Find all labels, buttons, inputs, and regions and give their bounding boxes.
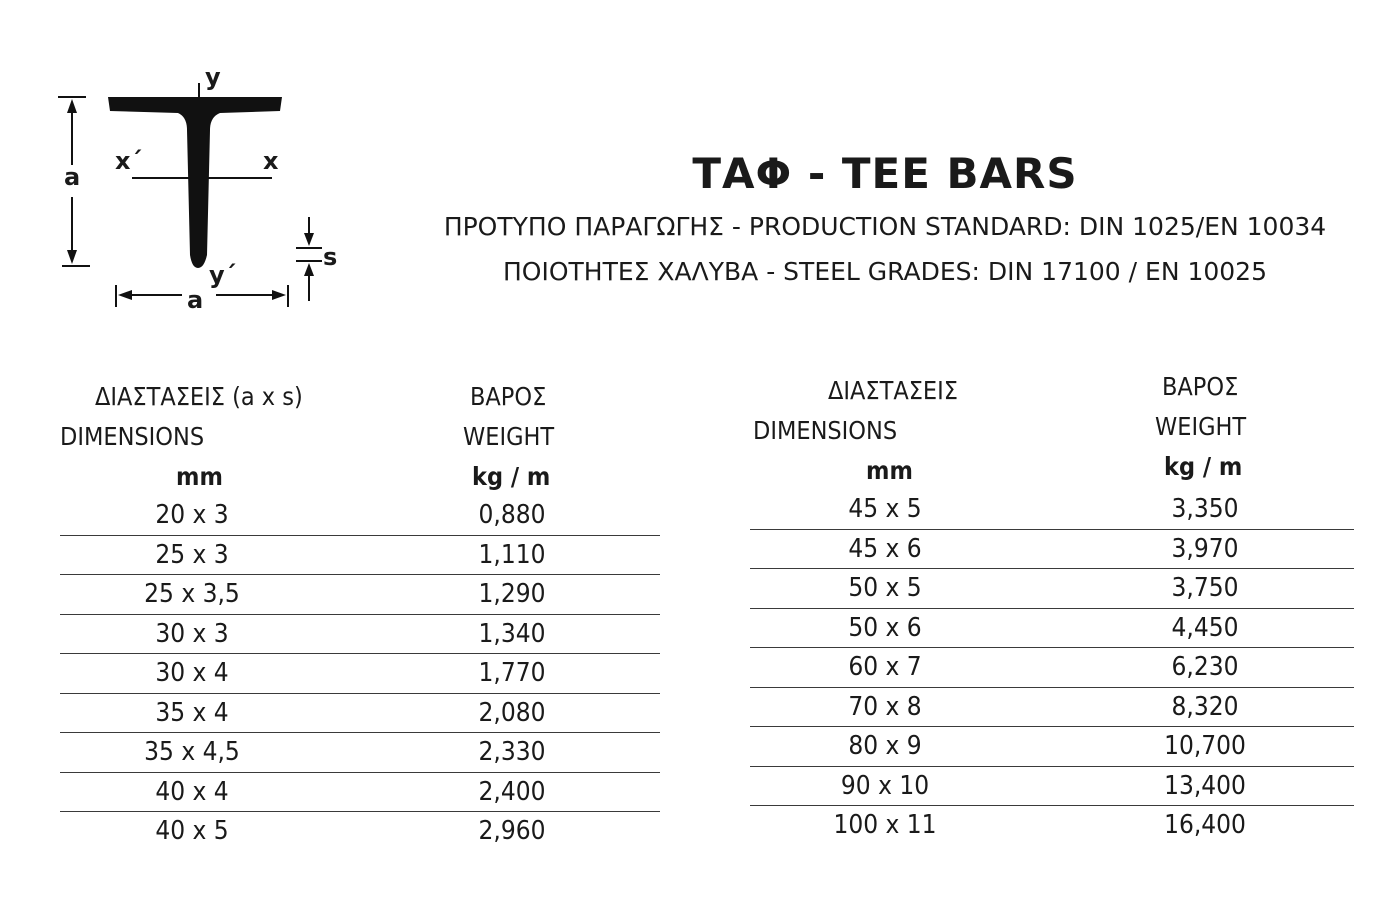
- table-header: [60, 378, 660, 496]
- width-arrow-left: [118, 290, 132, 300]
- header-weight-unit: kg / m: [472, 462, 551, 491]
- table-row: [750, 806, 1354, 846]
- table-row: [750, 727, 1354, 767]
- width-arrow-right: [272, 290, 286, 300]
- table-row: [60, 654, 660, 694]
- table-row: [60, 496, 660, 536]
- table-header: [750, 372, 1354, 490]
- weight-cell: 3,350: [1171, 494, 1239, 524]
- x-prime-axis-label: x´: [115, 147, 143, 175]
- x-axis-label: x: [263, 147, 279, 175]
- dimension-cell: 35 x 4,5: [144, 737, 240, 767]
- weight-cell: 1,110: [478, 539, 546, 570]
- dimension-cell: 35 x 4: [155, 697, 229, 728]
- dimension-cell: 50 x 5: [848, 573, 922, 603]
- dimension-cell: 30 x 4: [155, 658, 229, 688]
- dimension-cell: 100 x 11: [833, 810, 937, 840]
- tee-profile-shape: [108, 97, 282, 268]
- weight-cell: 1,770: [478, 658, 546, 688]
- dimension-cell: 50 x 6: [848, 612, 922, 643]
- table-row: [60, 812, 660, 852]
- table-row: [750, 648, 1354, 688]
- header-weight-unit: kg / m: [1164, 452, 1243, 481]
- weight-cell: 2,960: [478, 816, 546, 846]
- height-arrow-down: [67, 250, 77, 264]
- height-dimension-label: a: [64, 163, 81, 191]
- dimension-cell: 45 x 6: [848, 533, 922, 564]
- header-dimensions-english: DIMENSIONS: [753, 416, 898, 445]
- table-row: [750, 490, 1354, 530]
- tee-bar-diagram: [50, 55, 370, 325]
- weight-cell: 1,290: [478, 579, 546, 609]
- weight-cell: 1,340: [478, 618, 546, 649]
- weight-cell: 2,080: [478, 697, 546, 728]
- height-arrow-up: [67, 99, 77, 113]
- y-prime-axis-label: y´: [209, 261, 237, 289]
- header-weight-greek: ΒΑΡΟΣ: [470, 382, 547, 411]
- weight-cell: 13,400: [1164, 770, 1246, 801]
- y-axis-label: y: [205, 63, 221, 91]
- table-row: [60, 733, 660, 773]
- table-row: [60, 694, 660, 734]
- header-dimensions-english: DIMENSIONS: [60, 422, 205, 451]
- table-row: [750, 767, 1354, 807]
- table-row: [750, 569, 1354, 609]
- header-weight-greek: ΒΑΡΟΣ: [1162, 372, 1239, 401]
- header-weight-english: WEIGHT: [1155, 412, 1247, 441]
- table-row: [60, 536, 660, 576]
- table-row: [60, 615, 660, 655]
- dimension-cell: 20 x 3: [155, 500, 229, 530]
- dimension-cell: 60 x 7: [848, 652, 922, 682]
- table-body: [60, 496, 660, 852]
- dimension-cell: 90 x 10: [840, 770, 930, 801]
- document-title: ΤΑΦ - TEE BARS: [692, 149, 1078, 198]
- dimension-cell: 40 x 5: [155, 816, 229, 846]
- weight-cell: 10,700: [1164, 731, 1246, 761]
- weight-cell: 6,230: [1171, 652, 1239, 682]
- table-row: [60, 773, 660, 813]
- document-header: [380, 150, 1390, 286]
- dimension-cell: 45 x 5: [848, 494, 922, 524]
- weight-cell: 2,400: [478, 776, 546, 807]
- dimension-cell: 40 x 4: [155, 776, 229, 807]
- dimension-cell: 25 x 3,5: [144, 579, 240, 609]
- dimensions-table-right: [750, 372, 1354, 846]
- weight-cell: 3,970: [1171, 533, 1239, 564]
- thickness-arrow-down: [304, 233, 314, 246]
- weight-cell: 2,330: [478, 737, 546, 767]
- weight-cell: 0,880: [478, 500, 546, 530]
- dimension-cell: 30 x 3: [155, 618, 229, 649]
- weight-cell: 3,750: [1171, 573, 1239, 603]
- header-dimensions-unit: mm: [176, 462, 223, 491]
- table-row: [750, 688, 1354, 728]
- steel-grades: ΠΟΙΟΤΗΤΕΣ ΧΑΛΥΒΑ - STEEL GRADES: DIN 17100 / EN 10025: [503, 257, 1267, 287]
- weight-cell: 4,450: [1171, 612, 1239, 643]
- weight-cell: 8,320: [1171, 691, 1239, 722]
- weight-cell: 16,400: [1164, 810, 1246, 840]
- width-dimension-label: a: [187, 286, 204, 314]
- dimension-cell: 25 x 3: [155, 539, 229, 570]
- header-dimensions-greek: ΔΙΑΣΤΑΣΕΙΣ (a x s): [95, 382, 303, 411]
- header-dimensions-unit: mm: [866, 456, 913, 485]
- production-standard: ΠΡΟΤΥΠΟ ΠΑΡΑΓΩΓΗΣ - PRODUCTION STANDARD: DIN 1025/EN 10034: [443, 212, 1327, 242]
- table-row: [60, 575, 660, 615]
- table-row: [750, 609, 1354, 649]
- thickness-dimension-label: s: [323, 243, 338, 271]
- dimension-cell: 80 x 9: [848, 731, 922, 761]
- dimension-cell: 70 x 8: [848, 691, 922, 722]
- dimensions-table-left: [60, 378, 660, 852]
- table-row: [750, 530, 1354, 570]
- header-weight-english: WEIGHT: [463, 422, 555, 451]
- header-dimensions-greek: ΔΙΑΣΤΑΣΕΙΣ: [828, 376, 958, 405]
- thickness-arrow-up: [304, 263, 314, 276]
- table-body: [750, 490, 1354, 846]
